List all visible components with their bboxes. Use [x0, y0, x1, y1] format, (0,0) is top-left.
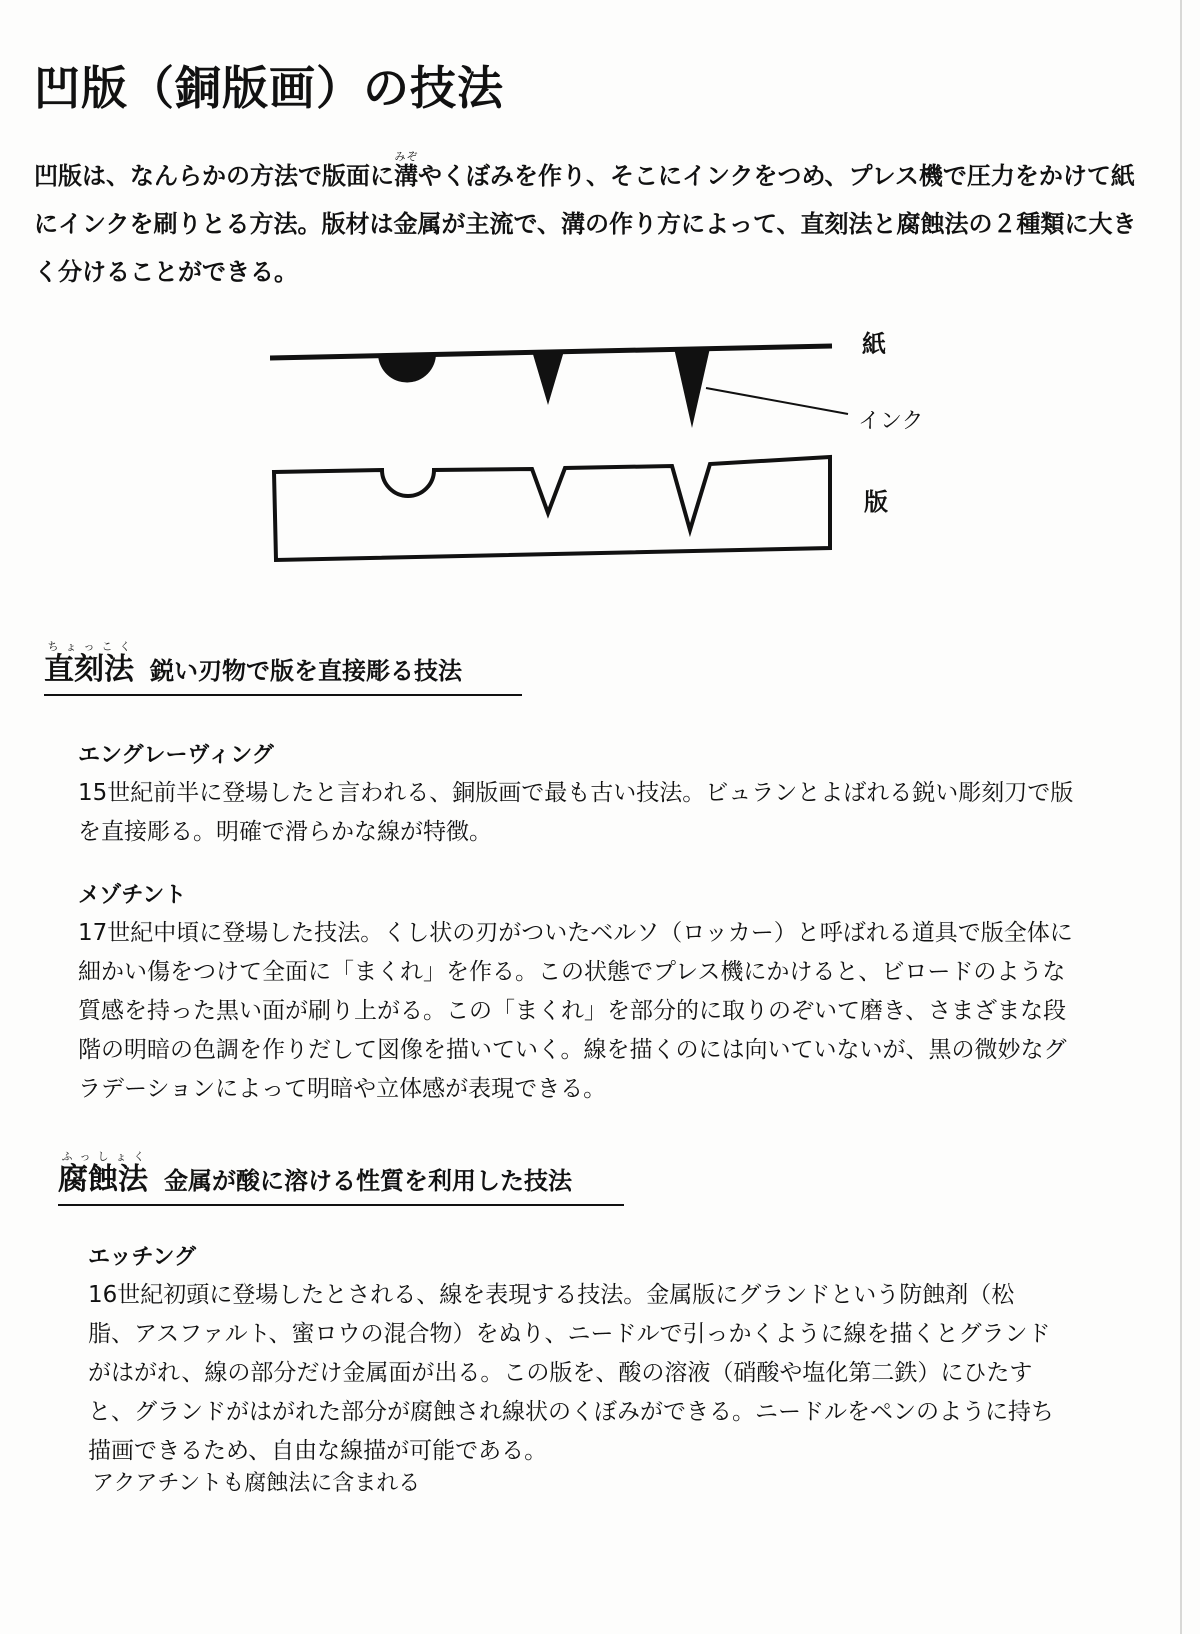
- page-edge-shadow: [1180, 0, 1182, 1634]
- intro-ruby-word: 溝: [394, 162, 418, 190]
- technique-name: エッチング: [88, 1245, 197, 1270]
- section-description: 金属が酸に溶ける性質を利用した技法: [164, 1167, 572, 1195]
- page-title: 凹版（銅版画）の技法: [34, 61, 504, 115]
- intro-part1: 凹版は、なんらかの方法で版面に: [34, 162, 394, 190]
- label-paper: 紙: [862, 330, 886, 358]
- technique-text: 17世紀中頃に登場した技法。くし状の刃がついたベルソ（ロッカー）と呼ばれる道具で版全体に細かい傷をつけて全面に「まくれ」を作る。この状態でプレス機にかけると、ビロードのような質感を持った黒い面が刷り上がる。この「まくれ」を部分的に取りのぞいて磨き、さまざまな段階の明暗の色調を作りだして図像を描いていく。線を描くのには向いていないが、黒の微妙なグラデーションによって明暗や立体感が表現できる。: [78, 920, 1073, 1102]
- section-description: 鋭い刃物で版を直接彫る技法: [150, 657, 462, 685]
- technique-text: 16世紀初頭に登場したとされる、線を表現する技法。金属版にグランドという防蝕剤（松脂、アスファルト、蜜ロウの混合物）をぬり、ニードルで引っかくように線を描くとグランドがはがれ、線の部分だけ金属面が出る。この版を、酸の溶液（硝酸や塩化第二鉄）にひたすと、グランドがはがれた部分が腐蝕され線状のくぼみができる。ニードルをペンのように持ち描画できるため、自由な線描が可能である。: [88, 1282, 1054, 1464]
- ink-leader-line: [706, 388, 848, 414]
- section-term: [44, 640, 134, 687]
- label-plate: 版: [864, 488, 888, 516]
- ink-round: [378, 353, 436, 382]
- intro-ruby: [394, 150, 418, 190]
- intro-paragraph: [34, 150, 1144, 296]
- intro-ruby-reading: みぞ: [394, 150, 418, 163]
- technique-name: エングレーヴィング: [78, 743, 274, 768]
- section-term-reading: ちょっこく: [44, 640, 134, 653]
- technique-text: 15世紀前半に登場したと言われる、銅版画で最も古い技法。ビュランとよばれる鋭い彫刻刀で版を直接彫る。明確で滑らかな線が特徴。: [78, 780, 1074, 845]
- technique-mezzotint: [78, 878, 1078, 1109]
- technique-etching: [88, 1240, 1058, 1471]
- aquatint-note: アクアチントも腐蝕法に含まれる: [92, 1471, 421, 1496]
- section-etching-heading: [58, 1150, 624, 1206]
- technique-engraving: [78, 738, 1088, 852]
- intro-part2: やくぼみを作り、そこにインクをつめ、プレス機で圧力をかけて紙にインクを刷りとる方法。版材は金属が主流で、溝の作り方によって、直刻法と腐蝕法の２種類に大きく分けることができる。: [34, 162, 1137, 286]
- section-direct-engraving-heading: [44, 640, 522, 696]
- ink-triangle-small: [532, 351, 564, 405]
- section-term-text: 直刻法: [44, 652, 134, 687]
- ink-triangle-large: [674, 348, 710, 428]
- section-term: [58, 1150, 148, 1197]
- plate-outline: [274, 457, 830, 560]
- section-term-reading: ふっしょく: [58, 1150, 148, 1163]
- technique-name: メゾチント: [78, 883, 187, 908]
- section-term-text: 腐蝕法: [58, 1162, 148, 1197]
- label-ink: インク: [858, 409, 924, 434]
- intaglio-diagram: [270, 330, 990, 600]
